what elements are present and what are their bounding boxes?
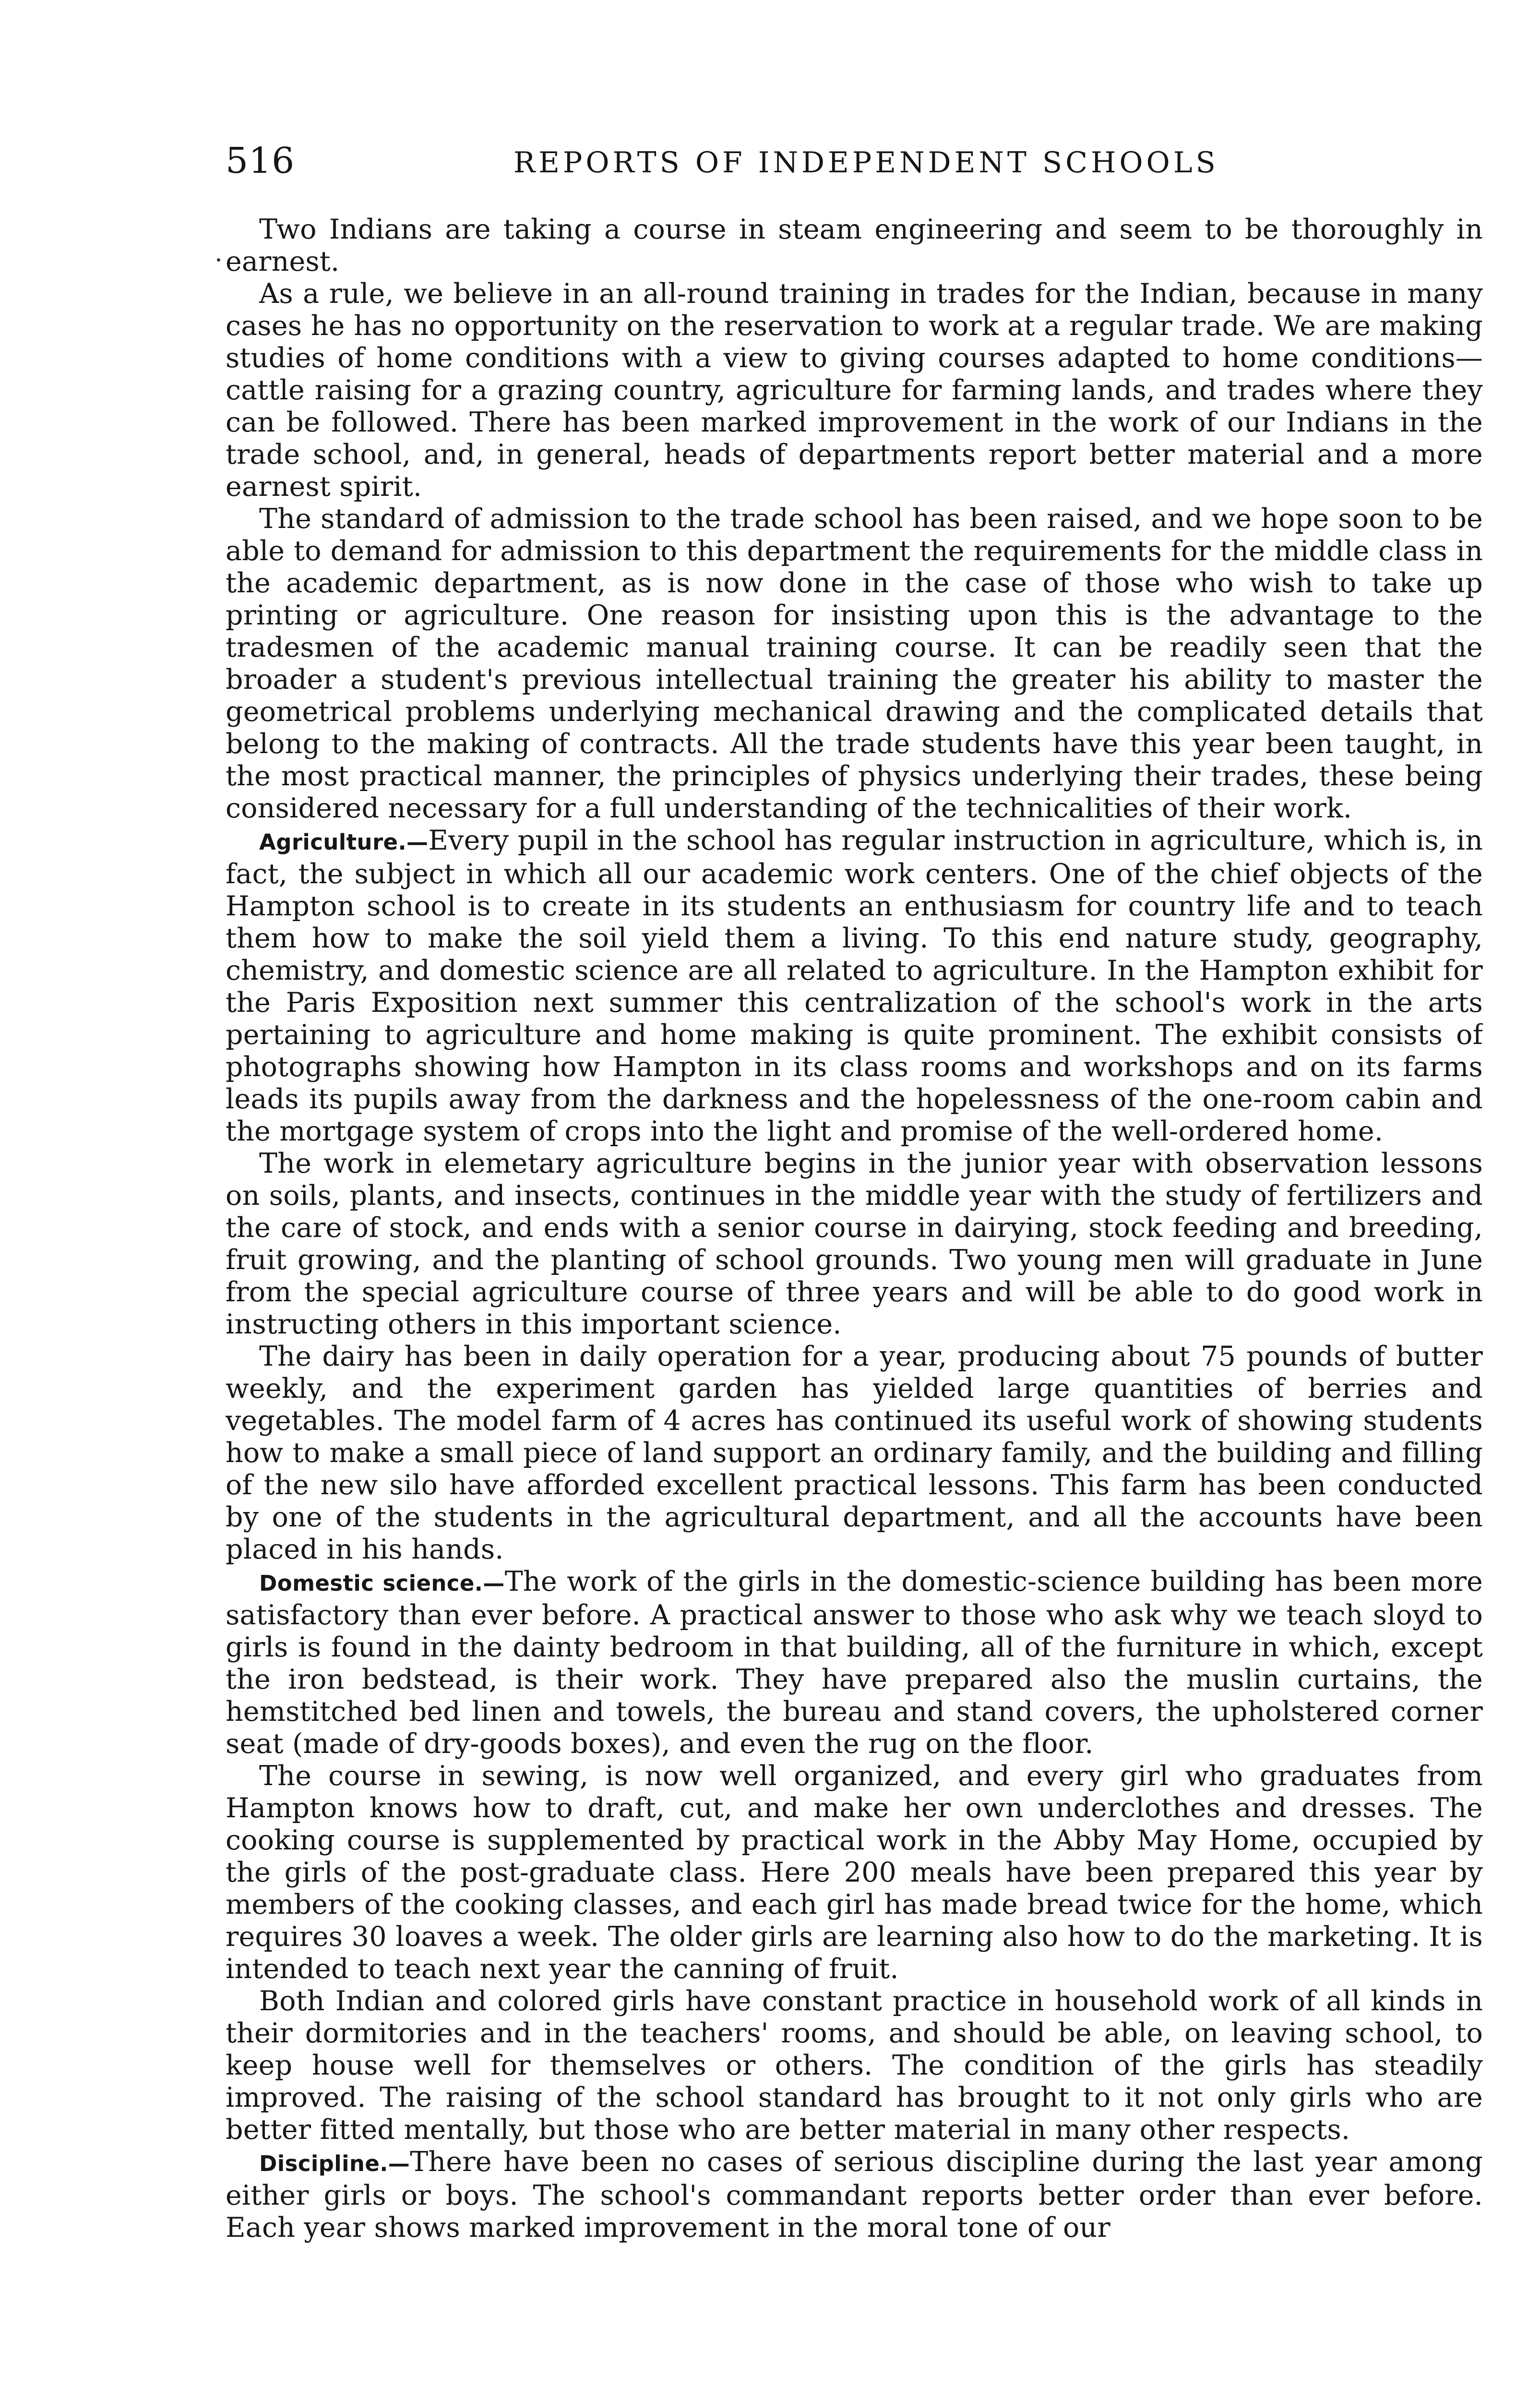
section-run-in-heading: Agriculture.— [259,829,429,855]
paragraph-discipline [226,2146,1483,2244]
paragraph-domestic-science [226,1566,1483,1760]
paragraph-text: As a rule, we believe in an all-round training in trades for the Indian, because in many cases he has no opportunity on the reservation to work at a regular trade. We are making studies of home conditions with a view to giving courses adapted to home conditions—cattle raising for a grazing country, agriculture for farming lands, and trades where they can be followed. There has been marked improvement in the work of our Indians in the trade school, and, in general, heads of departments report better material and a more earnest spirit. [226,278,1483,503]
section-run-in-heading: Discipline.— [259,2151,410,2176]
section-run-in-heading: Domestic science.— [259,1571,505,1596]
page-header [226,137,1490,194]
paragraph [226,1148,1483,1341]
scan-speck [217,258,220,262]
running-head: REPORTS OF INDEPENDENT SCHOOLS [513,146,1219,180]
paragraph-text: There have been no cases of serious discipline during the last year among either girls or boys. The school's commandant reports better order than ever before. Each year shows marked improvement in the moral tone of our [226,2146,1483,2244]
paragraph-text: The dairy has been in daily operation for a year, producing about 75 pounds of butter weekly, and the experiment garden has yielded large quantities of berries and vegetables. The model farm of 4 acres has continued its useful work of showing students how to make a small piece of land support an ordinary family, and the building and filling of the new silo have afforded excellent practical lessons. This farm has been conducted by one of the students in the agricultural department, and all the accounts have been placed in his hands. [226,1341,1483,1565]
paragraph [226,503,1483,825]
body-text [226,214,1483,2393]
paragraph-text: Every pupil in the school has regular instruction in agriculture, which is, in fact, the subject in which all our academic work centers. One of the chief objects of the Hampton school is to create in its students an enthusiasm for country life and to teach them how to make the soil yield them a living. To this end nature study, geography, chemistry, and domestic science are all related to agriculture. In the Hampton exhibit for the Paris Exposition next summer this centralization of the school's work in the arts pertaining to agriculture and home making is quite prominent. The exhibit consists of photographs showing how Hampton in its class rooms and workshops and on its farms leads its pupils away from the darkness and the hopelessness of the one-room cabin and the mortgage system of crops into the light and promise of the well-ordered home. [226,825,1483,1147]
paragraph-text: Two Indians are taking a course in steam engineering and seem to be thoroughly in earnest. [226,214,1483,277]
paragraph-text: Both Indian and colored girls have constant practice in household work of all kinds in their dormitories and in the teachers' rooms, and should be able, on leaving school, to keep house well for themselves or others. The condition of the girls has steadily improved. The raising of the school standard has brought to it not only girls who are better fitted mentally, but those who are better material in many other respects. [226,1985,1483,2146]
paragraph-text: The work in elemetary agriculture begins in the junior year with observation lessons on soils, plants, and insects, continues in the middle year with the study of fertilizers and the care of stock, and ends with a senior course in dairying, stock feeding and breeding, fruit growing, and the planting of school grounds. Two young men will graduate in June from the special agriculture course of three years and will be able to do good work in instructing others in this important science. [226,1148,1483,1340]
paragraph-text: The work of the girls in the domestic-science building has been more satisfactory than ever before. A practical answer to those who ask why we teach sloyd to girls is found in the dainty bedroom in that building, all of the furniture in which, except the iron bedstead, is their work. They have prepared also the muslin curtains, the hemstitched bed linen and towels, the bureau and stand covers, the upholstered corner seat (made of dry-goods boxes), and even the rug on the floor. [226,1566,1483,1760]
page-number: 516 [226,140,295,181]
paragraph [226,1985,1483,2146]
paragraph-text: The standard of admission to the trade school has been raised, and we hope soon to be able to demand for admission to this department the requirements for the middle class in the academic department, as is now done in the case of those who wish to take up printing or agriculture. One reason for insisting upon this is the advantage to the tradesmen of the academic manual training course. It can be readily seen that the broader a student's previous intellectual training the greater his ability to master the geometrical problems underlying mechanical drawing and the complicated details that belong to the making of contracts. All the trade students have this year been taught, in the most practical manner, the principles of physics underlying their trades, these being considered necessary for a full understanding of the technicalities of their work. [226,503,1483,824]
paragraph [226,214,1483,278]
paragraph [226,1760,1483,1985]
paragraph-agriculture [226,825,1483,1148]
paragraph [226,278,1483,503]
paragraph [226,1341,1483,1566]
paragraph-text: The course in sewing, is now well organized, and every girl who graduates from Hampton knows how to draft, cut, and make her own underclothes and dresses. The cooking course is supplemented by practical work in the Abby May Home, occupied by the girls of the post-graduate class. Here 200 meals have been prepared this year by members of the cooking classes, and each girl has made bread twice for the home, which requires 30 loaves a week. The older girls are learning also how to do the marketing. It is intended to teach next year the canning of fruit. [226,1760,1483,1985]
